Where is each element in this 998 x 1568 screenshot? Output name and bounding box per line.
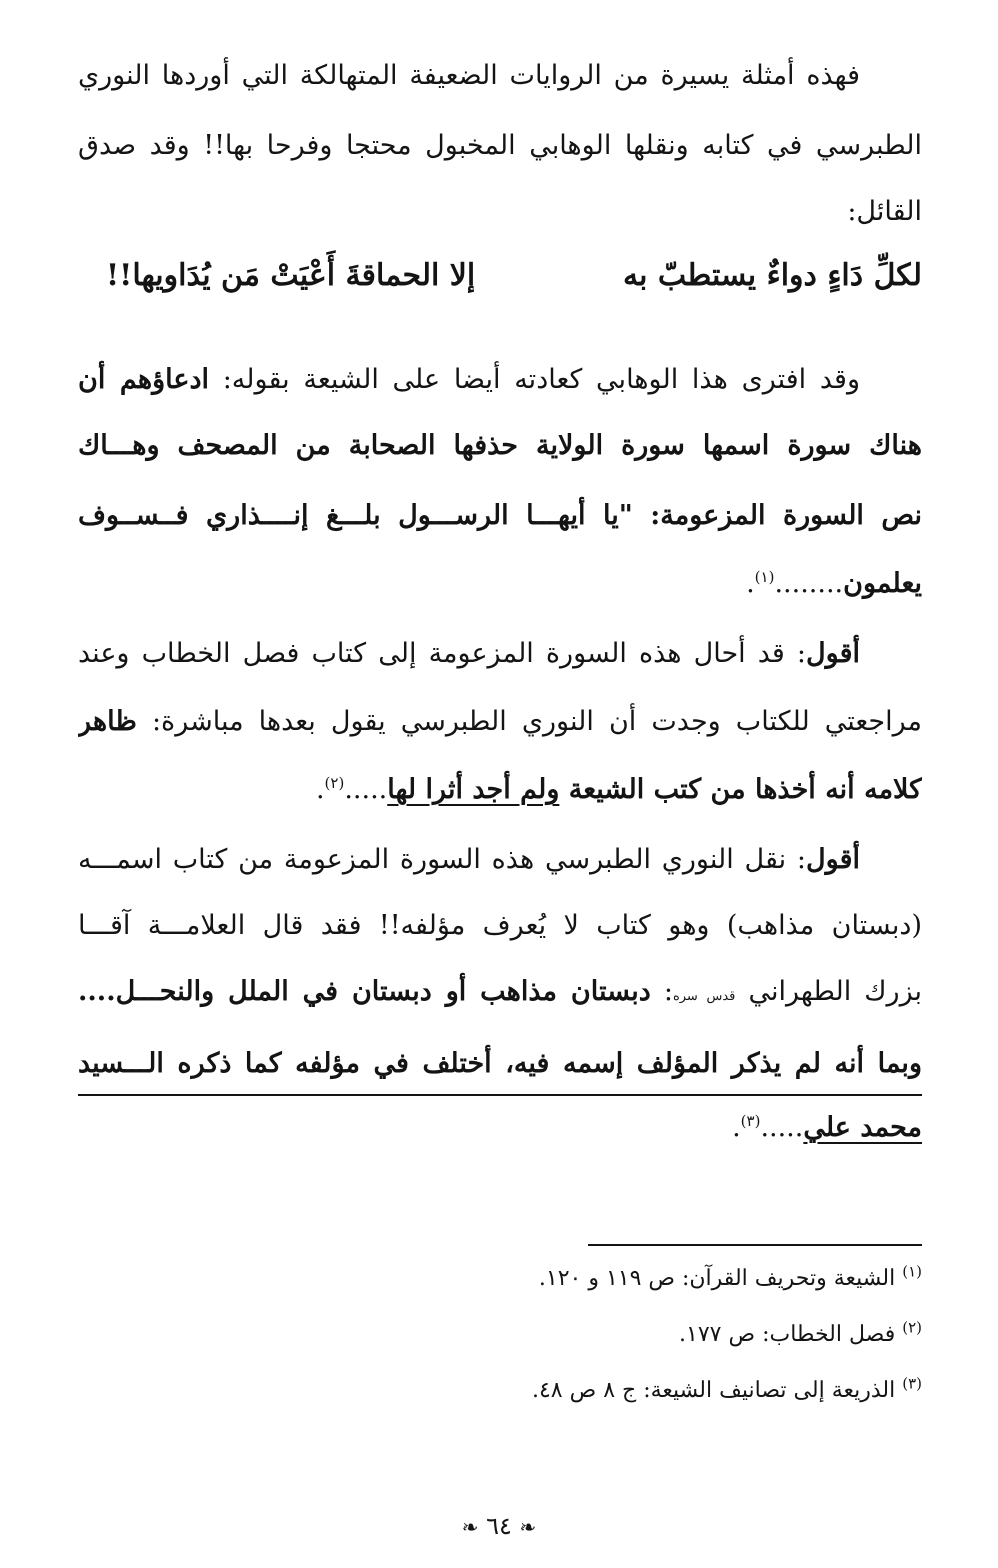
paragraph-line [78,634,922,676]
footnote [679,1320,922,1350]
footnote [539,1264,922,1294]
paragraph-line: كلامه أنه أخذها من كتب الشيعة ولم أجد أثرا لها.....$^{(٢)}$. [315,774,922,805]
paragraph-line [78,496,922,538]
paragraph-line: (دبستان مذاهب) وهو كتاب لا يُعرف مؤلفه!! فقد قال العلامـــة آقـــا [78,910,922,941]
paragraph-line: الطبرسي في كتابه ونقلها الوهابي المخبول محتجا وفرحا بها!! وقد صدق [78,130,922,161]
verse-second-hemistich: إلا الحماقةَ أَعْيَتْ مَن يُدَاويها!! [106,258,476,293]
quoted-text: كلامه أنه أخذها من كتب الشيعة [559,774,922,805]
aqulu-label: أقول [806,638,860,669]
ellipsis: ..... [344,774,388,805]
honorific-symbol: قدس سره [672,989,736,1004]
footnote-ref: (١) [754,568,775,586]
ellipsis: ..... [760,1112,804,1143]
paragraph-line [78,840,922,882]
paragraph-line [78,360,922,402]
ornament-icon: ❧ [519,1515,537,1539]
underlined-quote: محمد علي [803,1112,922,1143]
paragraph-line: محمد علي.....$^{(٣)}$. [732,1112,922,1143]
footnote-ref: (٢) [324,774,345,792]
paragraph-line [78,702,922,744]
page-number-value: ٦٤ [486,1512,512,1540]
quoted-text-line: وبما أنه لم يذكر المؤلف إسمه فيه، أختلف في مؤلفه كما ذكره الـــسيد [78,1048,922,1079]
aqulu-label: أقول [806,844,860,875]
verse-first-hemistich: لكلِّ دَاءٍ دواءٌ يستطبّ به [623,258,922,293]
paragraph-line: فهذه أمثلة يسيرة من الروايات الضعيفة المتهالكة التي أوردها النوري [78,60,860,91]
underlined-quote: ولم أجد أثرا لها [387,774,560,805]
paragraph-line: يعلمون........$^{(١)}$. [746,568,922,599]
footnote [532,1376,922,1406]
plain-text: : قد أحال هذه السورة المزعومة إلى كتاب فصل الخطاب وعند [78,638,807,669]
paragraph-line: القائل: [847,196,922,227]
quoted-text: ظاهر [78,706,137,737]
footnote-text: فصل الخطاب: ص ١٧٧. [679,1322,896,1347]
poetry-verse [78,254,922,300]
quoted-claim: نص السورة المزعومة: [632,500,922,531]
ellipsis: ........ [774,568,844,599]
plain-text: بزرك الطهراني [735,976,922,1007]
footnote-separator [588,1244,922,1246]
footnote-ref: (٣) [740,1112,761,1130]
ornament-icon: ❧ [461,1515,479,1539]
page-number [0,1512,998,1540]
quoted-text: دبستان مذاهب أو دبستان في الملل والنحـــل.... [78,976,651,1007]
footnote-text: الشيعة وتحريف القرآن: ص ١١٩ و ١٢٠. [538,1266,896,1291]
footnote-number: (١) [902,1262,922,1281]
quoted-claim: يعلمون [843,568,922,599]
quoted-claim-line: هناك سورة اسمها سورة الولاية حذفها الصحابة من المصحف وهـــاك [78,430,922,461]
underline-rule [78,1094,922,1096]
paragraph-line: بزرك الطهراني قدس سره: دبستان مذاهب أو دبستان في الملل والنحـــل.... [78,976,922,1007]
quoted-claim: ادعاؤهم أن [78,364,209,395]
plain-text: "يا أيهـــا الرســـول بلـــغ إنــــذاري فــســوف [78,500,633,531]
footnote-number: (٢) [902,1318,922,1337]
plain-text: وقد افترى هذا الوهابي كعادته أيضا على الشيعة بقوله: [208,364,860,395]
footnote-text: الذريعة إلى تصانيف الشيعة: ج ٨ ص ٤٨. [531,1378,896,1403]
footnote-number: (٣) [902,1374,922,1393]
plain-text: مراجعتي للكتاب وجدت أن النوري الطبرسي يقول بعدها مباشرة: [136,706,922,737]
plain-text: : نقل النوري الطبرسي هذه السورة المزعومة من كتاب اسمـــه [78,844,807,875]
